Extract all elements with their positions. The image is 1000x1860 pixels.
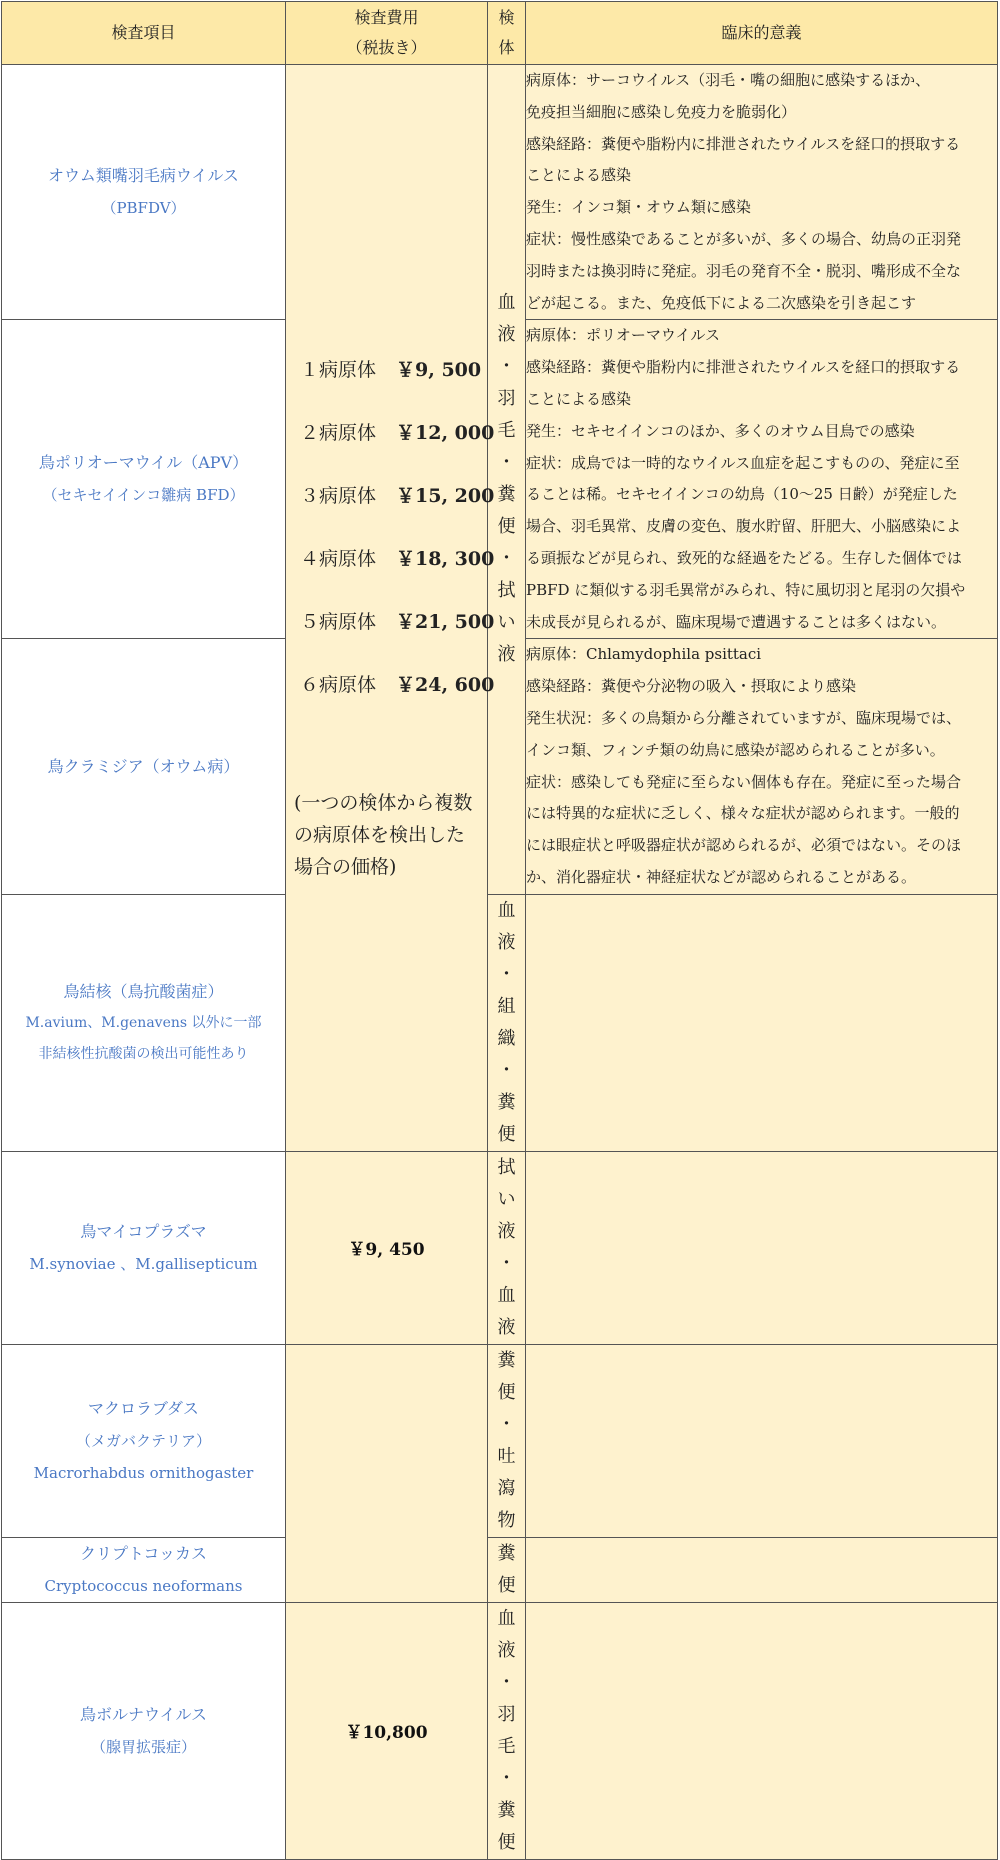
- header-specimen-line2: 体: [498, 38, 515, 57]
- exam-item-sub: （PBFDV）: [101, 199, 186, 218]
- specimen-group1: 血 液 ・ 羽 毛 ・ 糞 便 ・ 拭 い 液: [488, 65, 526, 895]
- exam-item-name: 鳥クラミジア（オウム病）: [47, 756, 240, 776]
- header-fee-line1: 検査費用: [354, 8, 419, 27]
- exam-item-bornavirus: [2, 1602, 286, 1859]
- clinical-desc-empty: [526, 1151, 998, 1344]
- clinical-desc-empty: [526, 1602, 998, 1859]
- exam-item-apv: [2, 320, 286, 639]
- clinical-desc-apv: 病原体：ポリオーマウイルス 感染経路：糞便や脂粉内に排泄されたウイルスを経口的摂取する ことによる感染 発生：セキセイインコのほか、多くのオウム目鳥での感染 症状：成鳥では一時的なウイルス血症を起こすものの、発症に至 ることは稀。セキセイインコの幼鳥（10～25 日齢）が発症した 場合、羽毛異常、皮膚の変色、腹水貯留、肝肥大、小脳感染によ る頭振などが見られ、致死的な経過をたどる。生存した個体では PBFD に類似する羽毛異常がみられ、特に風切羽と尾羽の欠損や 未成長が見られるが、臨床現場で遭遇することは多くはない。: [526, 320, 998, 639]
- specimen-mycoplasma: 拭 い 液 ・ 血 液: [488, 1151, 526, 1344]
- table-header-row: [2, 2, 998, 65]
- header-specimen-line1: 検: [498, 8, 515, 27]
- exam-item-name: 鳥ボルナウイルス: [79, 1704, 208, 1724]
- header-exam-item: 検査項目: [2, 2, 286, 65]
- fee-shared-cell: [286, 65, 495, 1152]
- header-fee-line2: （税抜き）: [346, 38, 427, 57]
- clinical-desc-pbfdv: 病原体：サーコウイルス（羽毛・嘴の細胞に感染するほか、 免疫担当細胞に感染し免疫力を脆弱化） 感染経路：糞便や脂粉内に排泄されたウイルスを経口的摂取する ことによる感染 発生：インコ類・オウム類に感染 症状：慢性感染であることが多いが、多くの場合、幼鳥の正羽発 羽時または換羽時に発症。羽毛の発育不全・脱羽、嘴形成不全な どが起こる。また、免疫低下による二次感染を引き起こす: [526, 65, 998, 320]
- exam-item-name: マクロラブダス: [88, 1398, 199, 1418]
- exam-table: [1, 1, 998, 1860]
- price-note: (一つの検体から複数の病原体を検出した場合の価格): [294, 791, 473, 878]
- clinical-desc-chlamydia: 病原体：Chlamydophila psittaci 感染経路：糞便や分泌物の吸入・摂取により感染 発生状況：多くの鳥類から分離されていますが、臨床現場では、 インコ類、フィンチ類の幼鳥に感染が認められることが多い。 症状：感染しても発症に至らない個体も存在。発症に至った場合 には特異的な症状に乏しく、様々な症状が認められます。一般的 には眼症状と呼吸器症状が認められるが、必須ではない。そのほ か、消化器症状・神経症状などが認められることがある。: [526, 639, 998, 894]
- price-item: １病原体 ￥9, 500: [300, 358, 482, 381]
- fee-blank-cell: [286, 1344, 488, 1602]
- price-list: [286, 333, 495, 717]
- specimen-macrorhabdus: 糞 便 ・ 吐 瀉 物: [488, 1344, 526, 1537]
- table-row: [2, 1537, 998, 1602]
- table-row: [2, 894, 998, 1151]
- specimen-bornavirus: 血 液 ・ 羽 毛 ・ 糞 便: [488, 1602, 526, 1859]
- header-exam-fee: [286, 2, 488, 65]
- exam-item-sub: （腺胃拡張症）: [90, 1737, 196, 1756]
- exam-item-macrorhabdus: [2, 1344, 286, 1537]
- specimen-cryptococcus: 糞 便: [488, 1537, 526, 1602]
- exam-item-name: 鳥結核（鳥抗酸菌症）: [63, 981, 224, 1001]
- exam-item-sub: M.synoviae 、M.gallisepticum: [29, 1254, 258, 1273]
- table-row: [2, 65, 998, 320]
- exam-item-name: 鳥ポリオーマウイル（APV）: [38, 453, 249, 473]
- exam-item-pbfdv: [2, 65, 286, 320]
- price-item: ２病原体 ￥12, 000: [300, 421, 495, 444]
- exam-item-name: オウム類嘴羽毛病ウイルス: [48, 166, 239, 186]
- exam-item-cryptococcus: [2, 1537, 286, 1602]
- exam-item-mycoplasma: [2, 1151, 286, 1344]
- header-specimen: [488, 2, 526, 65]
- header-clinical-significance: 臨床的意義: [526, 2, 998, 65]
- exam-item-sub: Macrorhabdus ornithogaster: [33, 1463, 254, 1482]
- fee-mycoplasma: ￥9, 450: [286, 1151, 488, 1344]
- specimen-avian-tb: 血 液 ・ 組 織 ・ 糞 便: [488, 894, 526, 1151]
- exam-item-chlamydia: [2, 639, 286, 894]
- price-item: ６病原体 ￥24, 600: [300, 673, 495, 696]
- price-item: ４病原体 ￥18, 300: [300, 547, 495, 570]
- exam-item-name: 鳥マイコプラズマ: [80, 1221, 207, 1241]
- fee-bornavirus: ￥10,800: [286, 1602, 488, 1859]
- exam-item-sub: M.avium、M.genavens 以外に一部: [25, 1014, 262, 1031]
- clinical-desc-empty: [526, 894, 998, 1151]
- table-row: [2, 1151, 998, 1344]
- exam-item-sub: 非結核性抗酸菌の検出可能性あり: [38, 1045, 249, 1062]
- exam-item-sub: （セキセイインコ雛病 BFD）: [42, 486, 245, 505]
- table-row: [2, 1602, 998, 1859]
- clinical-desc-empty: [526, 1537, 998, 1602]
- exam-item-sub: （メガバクテリア）: [75, 1431, 211, 1450]
- exam-item-sub: Cryptococcus neoformans: [44, 1576, 243, 1595]
- table-row: [2, 1344, 998, 1537]
- price-item: ５病原体 ￥21, 500: [300, 610, 495, 633]
- clinical-desc-empty: [526, 1344, 998, 1537]
- exam-item-name: クリプトコッカス: [79, 1543, 208, 1563]
- price-item: ３病原体 ￥15, 200: [300, 484, 495, 507]
- exam-item-avian-tb: [2, 894, 286, 1151]
